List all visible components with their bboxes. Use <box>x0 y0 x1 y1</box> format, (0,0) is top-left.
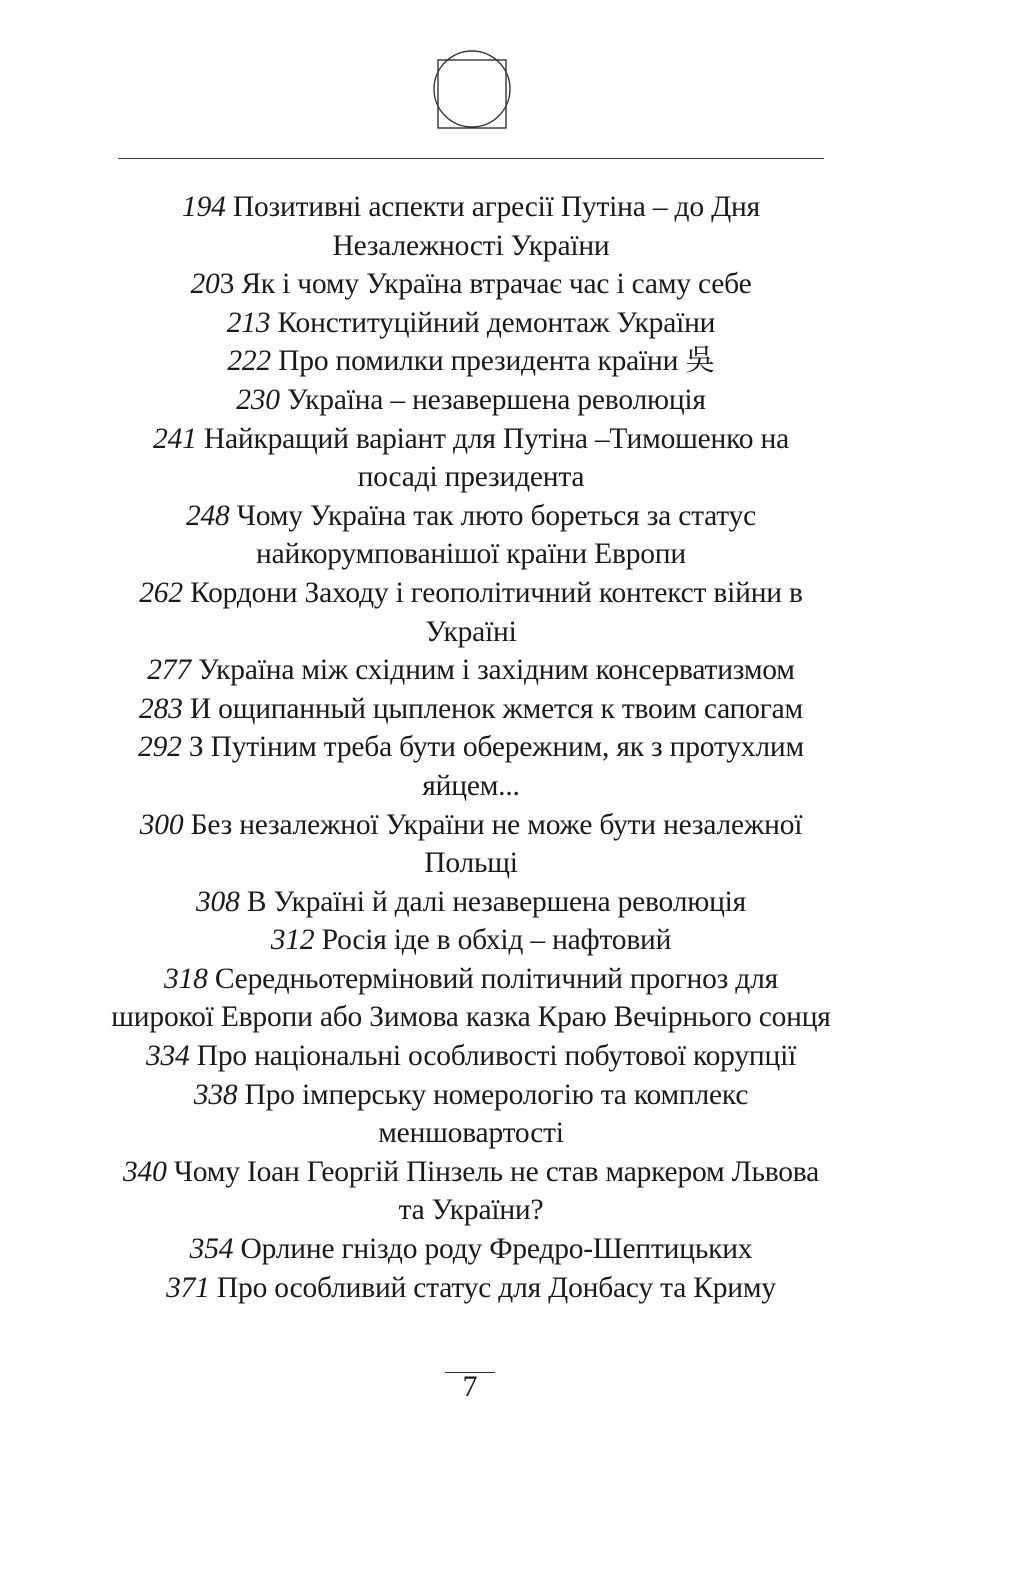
toc-page-number: 354 <box>189 1233 234 1266</box>
toc-page-number: 213 <box>226 306 271 339</box>
toc-entry <box>110 342 832 381</box>
toc-entry <box>110 1269 832 1308</box>
toc-title: Найкращий варіант для Путіна –Тимошенко на посаді президента <box>203 422 789 494</box>
toc-entry <box>110 574 832 651</box>
toc-entry <box>110 1153 832 1230</box>
toc-page-number: 318 <box>164 962 208 995</box>
toc-title: З Путіним треба бути обережним, як з протухлим яйцем... <box>188 731 804 802</box>
toc-title: Росія іде в обхід – нафтовий <box>321 924 672 957</box>
toc-entry <box>110 960 832 1037</box>
toc-page-number: 222 <box>227 345 271 378</box>
toc-title: Кордони Заходу і геополітичний контекст війни в Україні <box>190 576 803 648</box>
toc-page-number: 308 <box>195 885 240 918</box>
toc-title: Чому Іоан Георгій Пінзель не став маркером Львова та України? <box>173 1155 820 1227</box>
toc-entry <box>110 728 832 805</box>
header-divider <box>118 158 824 159</box>
toc-entry <box>110 651 832 690</box>
toc-page-number: 20 <box>190 268 220 301</box>
toc-entry <box>110 1230 832 1269</box>
toc-page-number: 338 <box>193 1078 238 1111</box>
toc-page-number: 292 <box>138 731 182 764</box>
toc-title: Про помилки президента країни 吳 <box>278 345 715 378</box>
toc-entry <box>110 806 832 883</box>
toc-title: Про імперську номерологію та комплекс меншовартості <box>244 1078 749 1150</box>
toc-page-number: 283 <box>139 692 183 725</box>
toc-page-number: 312 <box>270 924 315 957</box>
toc-page-number: 262 <box>139 576 183 609</box>
toc-title: Україна – незавершена революція <box>287 383 706 416</box>
toc-title: Конституційний демонтаж України <box>277 306 716 339</box>
toc-page-number: 371 <box>166 1271 210 1304</box>
toc-entry <box>110 304 832 343</box>
toc-title: 3 Як і чому Україна втрачає час і саму себе <box>219 268 752 301</box>
toc-entry <box>110 883 832 922</box>
toc-title: Україна між східним і західним консерватизмом <box>198 654 795 687</box>
toc-page-number: 277 <box>147 654 191 687</box>
toc-entry <box>110 265 832 304</box>
toc-entry <box>110 381 832 420</box>
toc-page-number: 241 <box>153 422 197 455</box>
toc-entry <box>110 497 832 574</box>
toc-page-number: 334 <box>145 1040 190 1073</box>
toc-title: И ощипанный цыпленок жмется к твоим сапогам <box>189 692 803 725</box>
toc-title: Орлине гніздо роду Фредро-Шептицьких <box>240 1233 753 1266</box>
toc-entry <box>110 1037 832 1076</box>
page-number: 7 <box>462 1370 478 1403</box>
toc-entry <box>110 921 832 960</box>
toc-title: Позитивні аспекти агресії Путіна – до Дня Незалежності України <box>232 191 760 262</box>
page-footer <box>442 1372 498 1404</box>
toc-entry <box>110 1076 832 1153</box>
toc-entry <box>110 690 832 729</box>
circle-square-logo-icon <box>430 49 514 133</box>
toc-entry <box>110 188 832 265</box>
toc-page-number: 340 <box>122 1155 167 1188</box>
table-of-contents <box>110 188 832 1307</box>
toc-page-number: 230 <box>236 383 280 416</box>
toc-title: Про особливий статус для Донбасу та Криму <box>216 1271 776 1304</box>
toc-entry <box>110 420 832 497</box>
toc-title: В Україні й далі незавершена революція <box>246 885 747 918</box>
toc-page-number: 300 <box>139 808 184 841</box>
toc-page-number: 248 <box>185 499 230 532</box>
toc-title: Про національні особливості побутової корупції <box>196 1040 797 1073</box>
toc-page-number: 194 <box>182 191 226 223</box>
toc-title: Чому Україна так люто бореться за статус найкорумпованішої країни Европи <box>236 499 757 571</box>
toc-title: Без незалежної України не може бути незалежної Польщі <box>190 808 803 880</box>
toc-title: Середньотерміновий політичний прогноз для широкої Европи або Зимова казка Краю Вечірнього сонця <box>111 962 831 1034</box>
